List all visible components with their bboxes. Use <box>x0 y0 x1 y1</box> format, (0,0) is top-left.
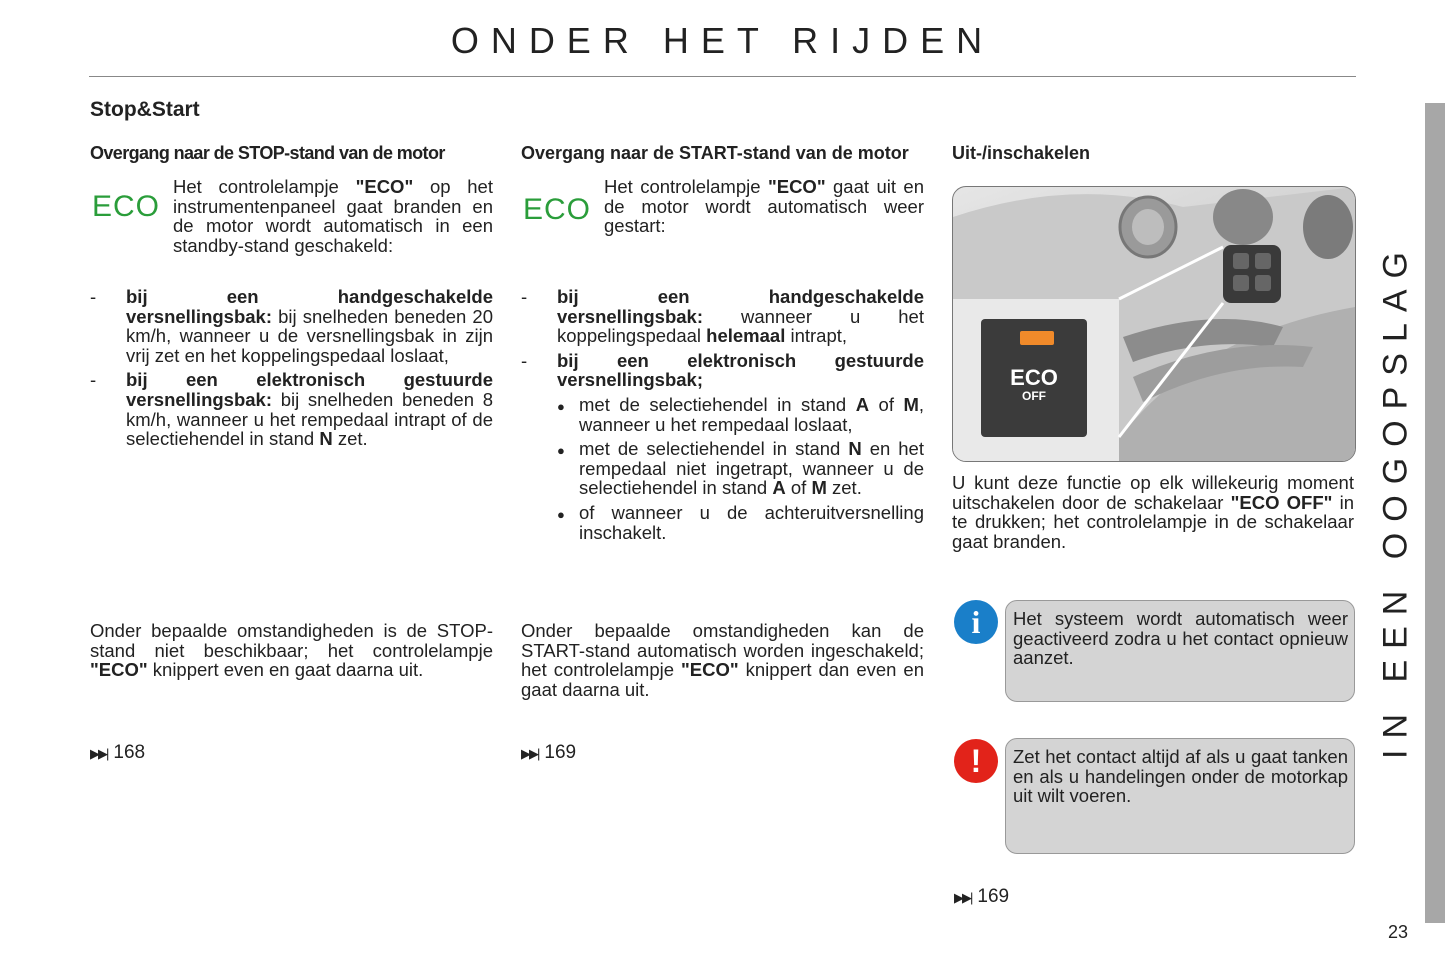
col1-list <box>90 287 493 449</box>
col3-heading: Uit-/inschakelen <box>952 143 1091 163</box>
page-reference-link[interactable]: ▶▶| 168 <box>90 742 146 763</box>
bullet-item: ● met de selectiehendel in stand N en het rempedaal niet ingetrapt, wanneer u de selectiehendel in stand A of M zet. <box>557 438 924 499</box>
warning-note-text: Zet het contact altijd af als u gaat tanken en als u handelingen onder de motorkap uit wilt voeren. <box>1013 746 1348 807</box>
bullet-dot-icon: ● <box>557 443 565 459</box>
col1-intro: Het controlelampje "ECO" op het instrumentenpaneel gaat branden en de motor wordt automatisch in een standby-stand geschakeld: <box>173 176 493 256</box>
warning-note-box <box>1005 738 1355 854</box>
skip-forward-icon: ▶▶| <box>521 746 539 761</box>
eco-indicator-icon: ECO <box>92 190 161 223</box>
col3-body-text: U kunt deze functie op elk willekeurig moment uitschakelen door de schakelaar "ECO OFF" in te drukken; het controlelampje in de schakelaar gaat branden. <box>952 472 1354 552</box>
bullet-item: ● met de selectiehendel in stand A of M, wanneer u het rempedaal loslaat, <box>557 393 924 435</box>
bullet-list <box>557 395 924 542</box>
bullet-item: ● of wanneer u de achteruitversnelling inschakelt. <box>557 501 924 543</box>
col2-heading: Overgang naar de START-stand van de motor <box>521 143 909 163</box>
eco-off-button-sublabel: OFF <box>1022 389 1046 403</box>
eco-indicator-icon: ECO <box>523 193 592 226</box>
info-note-box <box>1005 600 1355 702</box>
bullet-dot-icon: ● <box>557 398 565 414</box>
col1-footer-text: Onder bepaalde omstandigheden is de STOP-stand niet beschikbaar; het controlelampje "ECO" knippert even en gaat daarna uit. <box>90 620 493 681</box>
page-reference-link[interactable]: ▶▶| 169 <box>521 742 577 763</box>
dashboard-illustration <box>953 187 1355 461</box>
chapter-tab <box>1425 103 1445 923</box>
col2-footer-text: Onder bepaalde omstandigheden kan de START-stand automatisch worden ingeschakeld; het controlelampje "ECO" knippert dan even en gaat daarna uit. <box>521 620 924 700</box>
col1-heading: Overgang naar de STOP-stand van de motor <box>90 143 445 163</box>
section-title: Stop&Start <box>90 98 200 121</box>
page-number: 23 <box>1388 922 1409 942</box>
page-title: ONDER HET RIJDEN <box>450 20 995 61</box>
page-reference-link[interactable]: ▶▶| 169 <box>954 886 1010 907</box>
list-item: - bij een elektronisch gestuurde versnellingsbak; <box>521 349 924 391</box>
warning-icon: ! <box>954 739 998 783</box>
dashboard-photo <box>952 186 1356 462</box>
list-item: - bij een elektronisch gestuurde versnellingsbak: bij snelheden beneden 8 km/h, wanneer u het rempedaal intrapt of de selectiehendel in stand N zet. <box>90 369 493 450</box>
chapter-tab-label: IN EEN OOGOPSLAG <box>1376 241 1415 759</box>
list-item: - bij een handgeschakelde versnellingsbak: bij snelheden beneden 20 km/h, wanneer u de versnellingsbak in zijn vrij zet en het koppelingspedaal loslaat, <box>90 286 493 366</box>
skip-forward-icon: ▶▶| <box>954 890 972 905</box>
list-item: - bij een handgeschakelde versnellingsbak: wanneer u het koppelingspedaal helemaal intrapt, <box>521 286 924 347</box>
info-icon: i <box>954 600 998 644</box>
eco-off-button-label: ECO <box>1010 365 1058 390</box>
col2-intro: Het controlelampje "ECO" gaat uit en de motor wordt automatisch weer gestart: <box>604 176 924 237</box>
col2-list <box>521 287 924 547</box>
header-divider <box>89 76 1356 77</box>
skip-forward-icon: ▶▶| <box>90 746 108 761</box>
bullet-dot-icon: ● <box>557 506 565 522</box>
info-note-text: Het systeem wordt automatisch weer geactiveerd zodra u het contact opnieuw aanzet. <box>1013 608 1348 669</box>
